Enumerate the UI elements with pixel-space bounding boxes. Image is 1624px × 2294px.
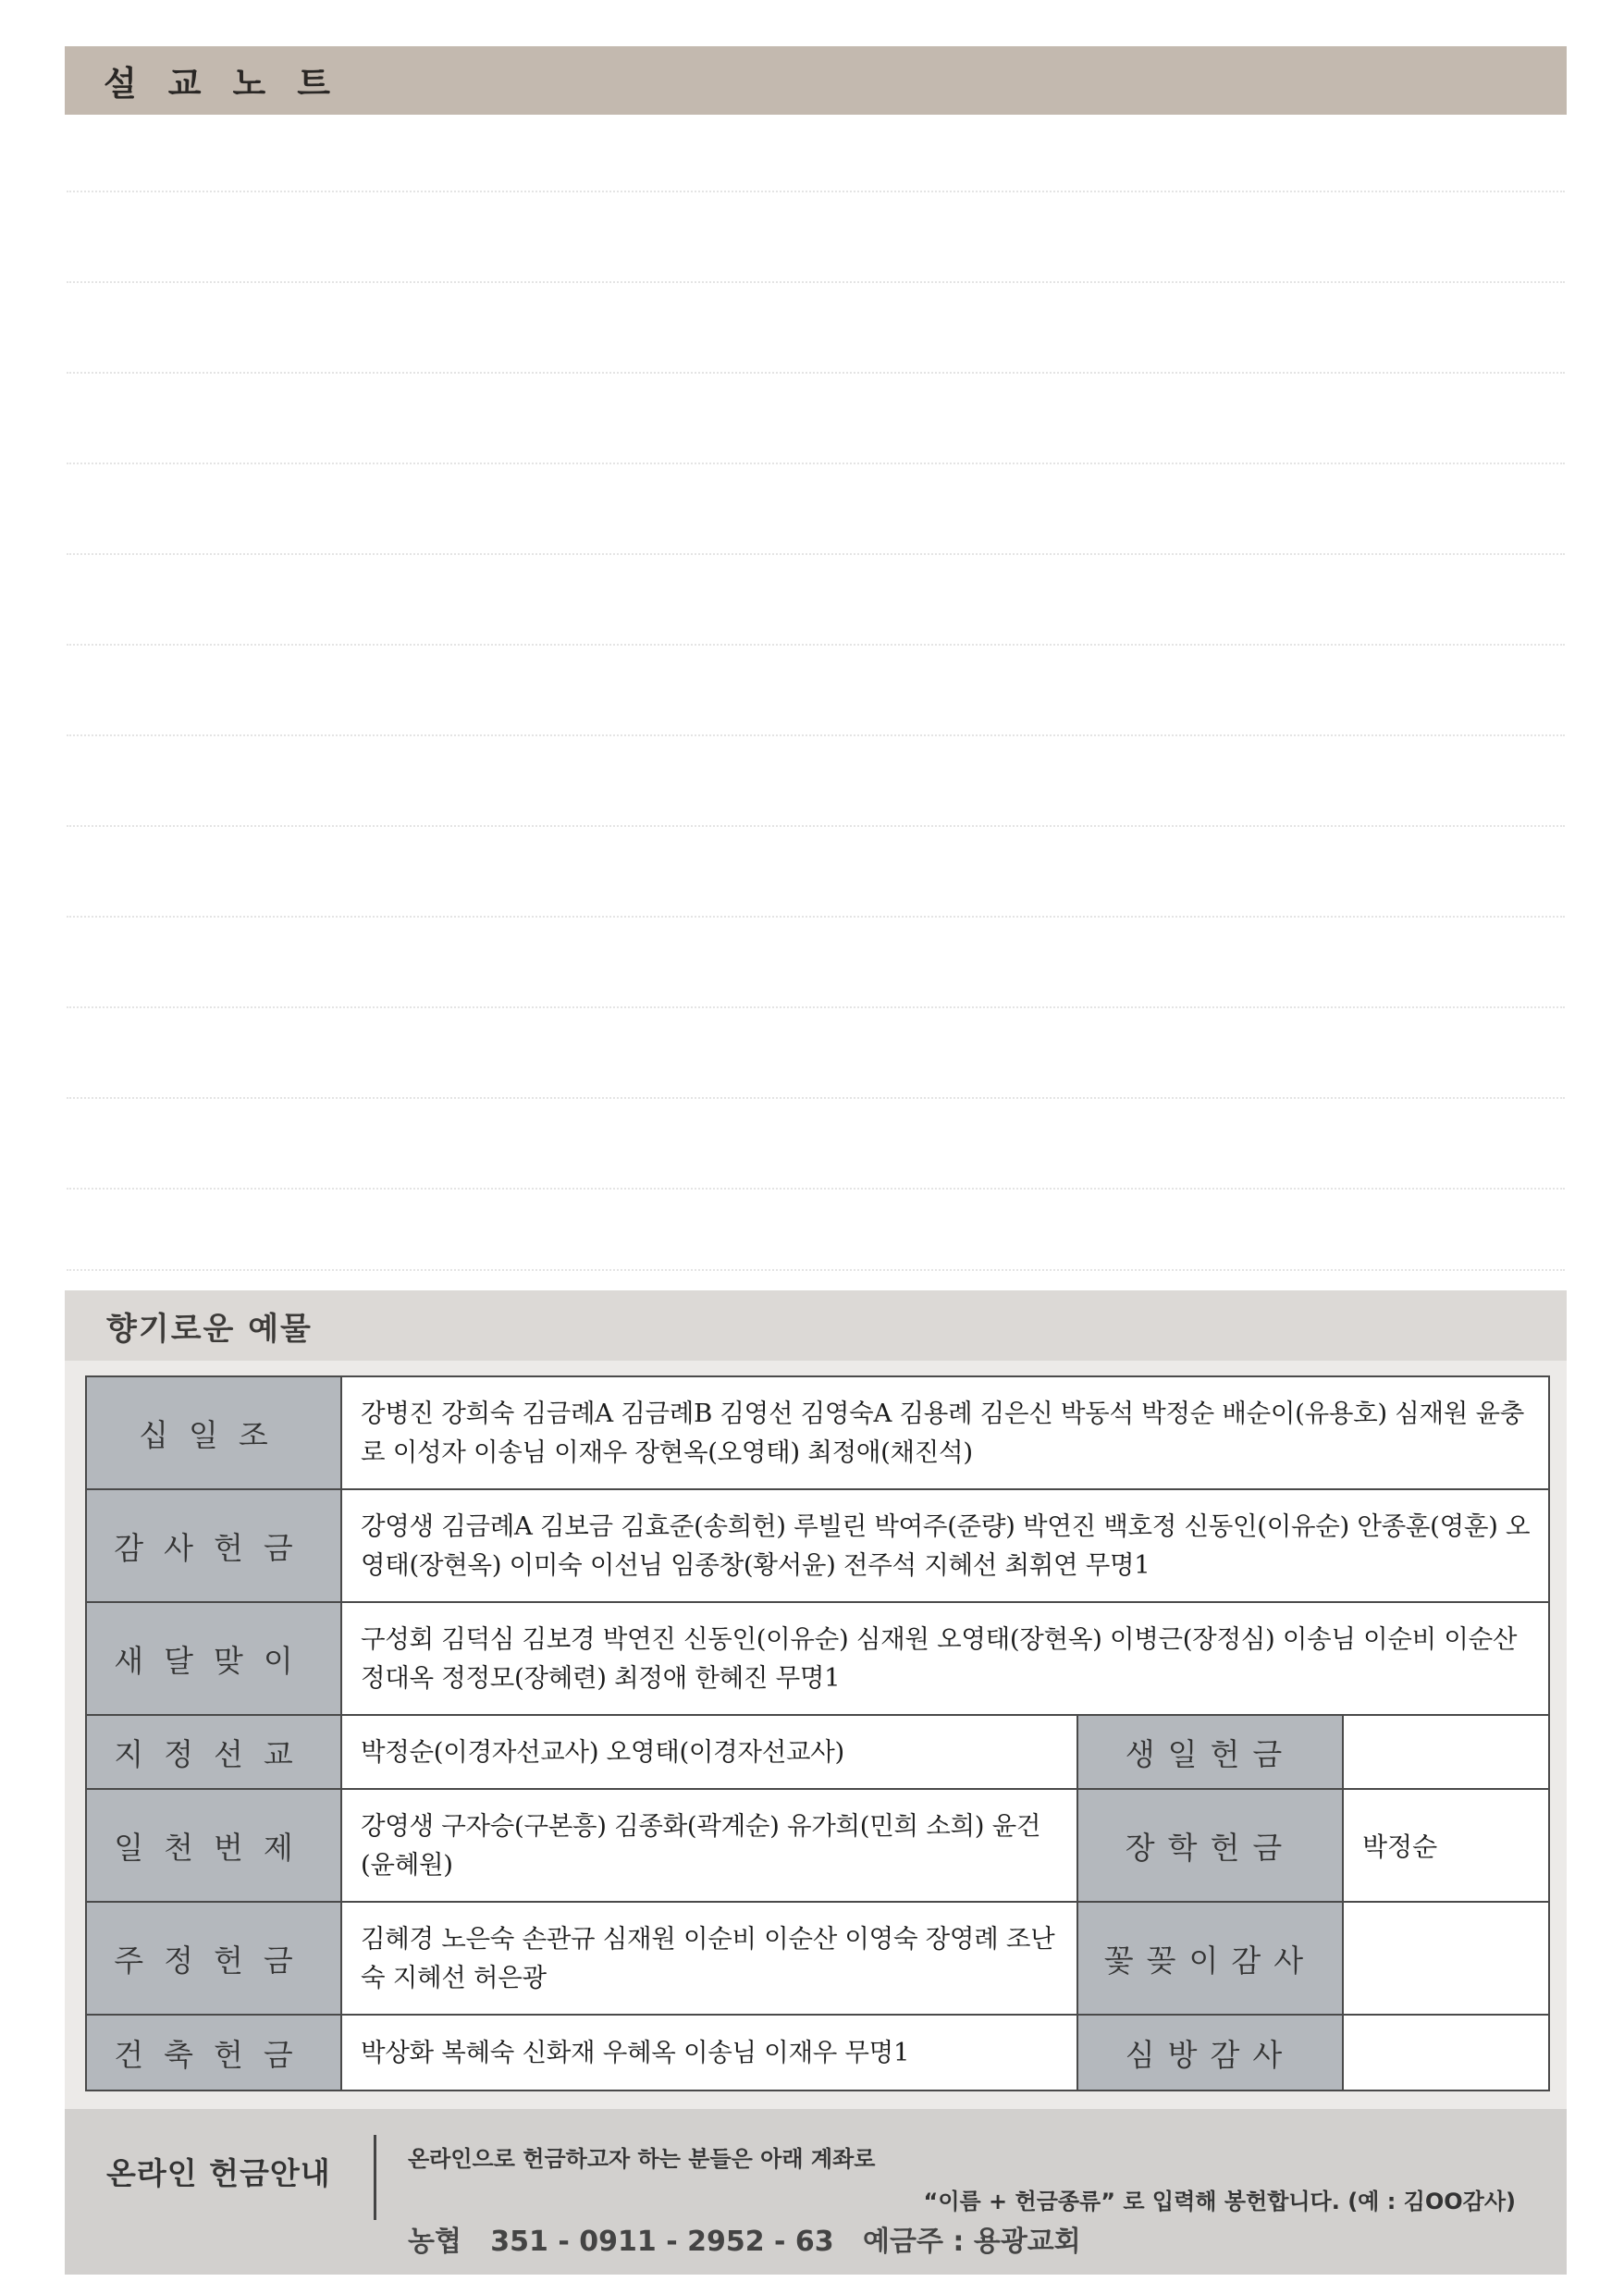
donor-names: 강영생 구자승(구본흥) 김종화(곽계순) 유가희(민희 소희) 윤건(윤혜원)	[341, 1789, 1077, 1902]
donor-names: 강병진 강희숙 김금례A 김금례B 김영선 김영숙A 김용례 김은신 박동석 박정순 배순이(유용호) 심재원 윤충로 이성자 이송님 이재우 장현옥(오영태) 최정애(채진석)	[341, 1376, 1549, 1489]
sermon-notes-header	[65, 46, 1567, 115]
side-donor-names: 박정순	[1343, 1789, 1549, 1902]
donor-names: 강영생 김금례A 김보금 김효준(송희헌) 루빌린 박여주(준량) 박연진 백호정 신동인(이유순) 안종훈(영훈) 오영태(장현옥) 이미숙 이선님 임종창(황서윤) 전주석 지혜선 최휘연 무명1	[341, 1489, 1549, 1602]
side-donor-names	[1343, 2015, 1549, 2090]
online-giving-title: 온라인 헌금안내	[106, 2155, 331, 2191]
note-line	[67, 372, 1565, 374]
donor-names: 박정순(이경자선교사) 오영태(이경자선교사)	[341, 1715, 1077, 1789]
offerings-header	[65, 1290, 1567, 1361]
online-giving-instruction: 온라인으로 헌금하고자 하는 분들은 아래 계좌로	[408, 2146, 876, 2172]
side-donor-names	[1343, 1715, 1549, 1789]
note-line	[67, 644, 1565, 646]
offerings-section	[65, 1290, 1567, 2275]
note-line	[67, 1188, 1565, 1190]
side-category-label: 심방감사	[1077, 2015, 1343, 2090]
note-line	[67, 281, 1565, 283]
online-giving-box	[65, 2109, 1567, 2275]
category-label: 지정선교	[86, 1715, 341, 1789]
table-row	[86, 1789, 1549, 1902]
bank-account: 농협 351 - 0911 - 2952 - 63 예금주 : 용광교회	[408, 2226, 1081, 2258]
donor-names: 박상화 복혜숙 신화재 우혜옥 이송님 이재우 무명1	[341, 2015, 1077, 2090]
offerings-title: 향기로운 예물	[106, 1310, 313, 1348]
note-line	[67, 825, 1565, 827]
note-line	[67, 191, 1565, 192]
table-row	[86, 1376, 1549, 1489]
note-line	[67, 734, 1565, 736]
note-line	[67, 462, 1565, 464]
donor-names: 김혜경 노은숙 손관규 심재원 이순비 이순산 이영숙 장영례 조난숙 지혜선 허은광	[341, 1902, 1077, 2015]
offerings-table	[85, 1375, 1550, 2091]
side-category-label: 생일헌금	[1077, 1715, 1343, 1789]
table-row	[86, 1489, 1549, 1602]
category-label: 십일조	[86, 1376, 341, 1489]
online-giving-format: “이름 + 헌금종류” 로 입력해 봉헌합니다. (예 : 김OO감사)	[923, 2189, 1516, 2214]
note-line	[67, 553, 1565, 555]
category-label: 일천번제	[86, 1789, 341, 1902]
note-line	[67, 916, 1565, 918]
table-row	[86, 1902, 1549, 2015]
category-label: 새달맞이	[86, 1602, 341, 1715]
category-label: 주정헌금	[86, 1902, 341, 2015]
table-row	[86, 1715, 1549, 1789]
table-row	[86, 2015, 1549, 2090]
side-donor-names	[1343, 1902, 1549, 2015]
note-line	[67, 1269, 1565, 1271]
category-label: 건축헌금	[86, 2015, 341, 2090]
donor-names: 구성회 김덕심 김보경 박연진 신동인(이유순) 심재원 오영태(장현옥) 이병근(장정심) 이송님 이순비 이순산 정대옥 정정모(장혜련) 최정애 한혜진 무명1	[341, 1602, 1549, 1715]
side-category-label: 꽃꽂이감사	[1077, 1902, 1343, 2015]
note-line	[67, 1097, 1565, 1099]
sermon-notes-title: 설교노트	[104, 64, 362, 104]
note-line	[67, 1006, 1565, 1008]
table-row	[86, 1602, 1549, 1715]
side-category-label: 장학헌금	[1077, 1789, 1343, 1902]
vertical-divider	[374, 2135, 376, 2220]
category-label: 감사헌금	[86, 1489, 341, 1602]
